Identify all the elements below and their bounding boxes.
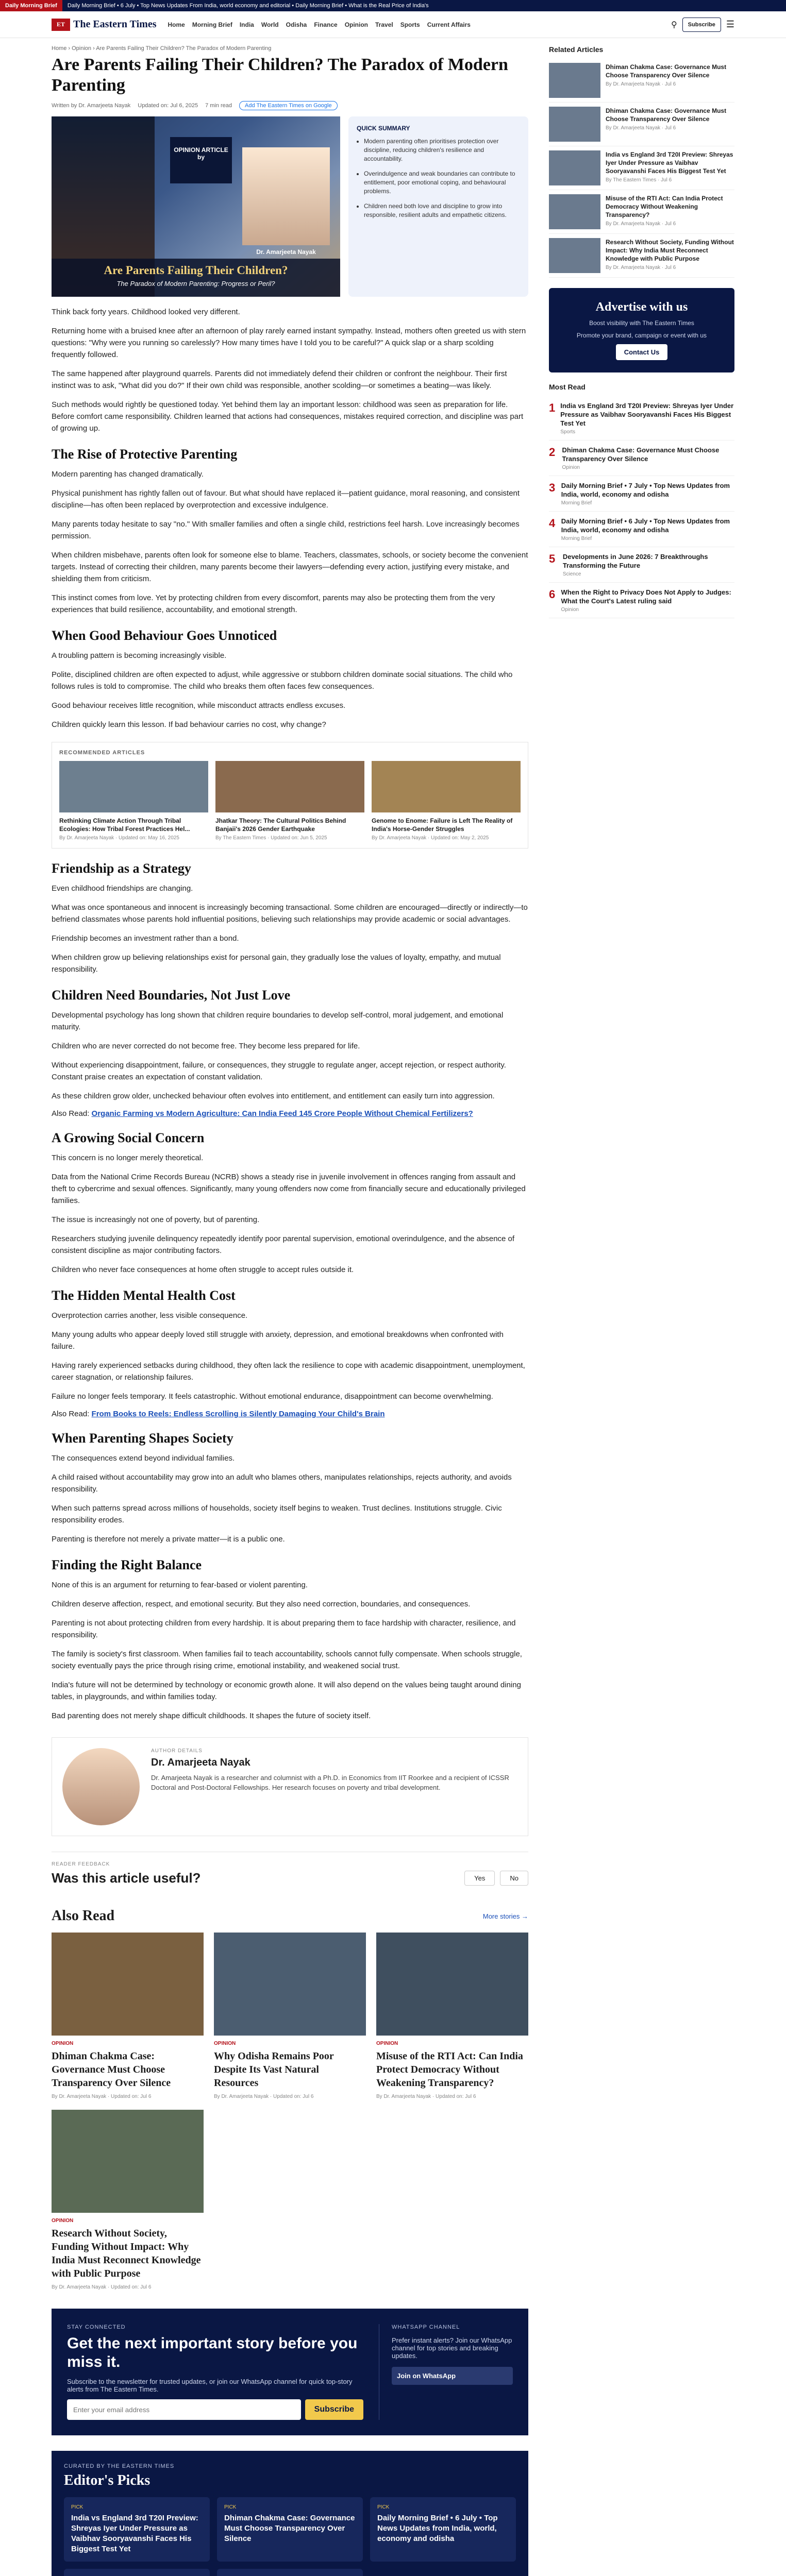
- section-heading: Children Need Boundaries, Not Just Love: [52, 988, 291, 1003]
- hero-author-name: Dr. Amarjeeta Nayak: [256, 248, 316, 256]
- paragraph: Parenting is therefore not merely a private matter—it is a public one.: [52, 1535, 285, 1544]
- breadcrumb[interactable]: Home › Opinion › Are Parents Failing Their Children? The Paradox of Modern Parenting: [52, 45, 272, 52]
- hero-author-photo: [242, 147, 330, 245]
- paragraph: This concern is no longer merely theoretical.: [52, 1154, 204, 1162]
- recommended-title[interactable]: Jhatkar Theory: The Cultural Politics Behind Banjaii's 2026 Gender Earthquake: [215, 817, 346, 833]
- most-read-title[interactable]: Dhiman Chakma Case: Governance Must Choose Transparency Over Silence: [562, 446, 720, 463]
- most-read-meta: Opinion: [562, 465, 580, 470]
- paragraph: Bad parenting does not merely shape difficult childhoods. It shapes the future of society itself.: [52, 1711, 371, 1720]
- most-read-rank: 4: [549, 517, 556, 530]
- related-meta: By Dr. Amarjeeta Nayak · Jul 6: [606, 125, 676, 131]
- paragraph: Modern parenting has changed dramatically.: [52, 470, 204, 479]
- recommended-title[interactable]: Rethinking Climate Action Through Tribal Ecologies: How Tribal Forest Practices Hel...: [59, 817, 190, 833]
- most-read-rank: 3: [549, 481, 556, 494]
- recommended-title[interactable]: Genome to Enome: Failure is Left The Reality of India's Horse-Gender Struggles: [372, 817, 513, 833]
- editor-pick[interactable]: [217, 2569, 363, 2576]
- most-read-item[interactable]: [549, 476, 734, 512]
- recommended-grid: [59, 761, 521, 841]
- recommended-image: [372, 761, 521, 812]
- advertise-subtitle: Boost visibility with The Eastern Times: [589, 319, 694, 327]
- related-title[interactable]: Dhiman Chakma Case: Governance Must Choose Transparency Over Silence: [606, 107, 727, 123]
- related-title: Related Articles: [549, 45, 604, 54]
- card-meta: By Dr. Amarjeeta Nayak · Updated on: Jul 6: [214, 2094, 314, 2099]
- whatsapp-desc: Prefer instant alerts? Join our WhatsApp channel for top stories and breaking updates.: [392, 2336, 512, 2360]
- recommended-meta: By Dr. Amarjeeta Nayak · Updated on: May 16, 2025: [59, 835, 179, 841]
- section-heading: Friendship as a Strategy: [52, 861, 191, 876]
- byline: [52, 101, 528, 110]
- subscribe-button[interactable]: Subscribe: [682, 18, 721, 32]
- paragraph: India's future will not be determined by technology or economic growth alone. It will also depend on the values being taught around dining tables, in playgrounds, and within families today.: [52, 1681, 521, 1701]
- reader-feedback: [52, 1852, 528, 1895]
- nav-item[interactable]: Odisha: [286, 21, 307, 28]
- card-image: [52, 1933, 204, 2036]
- recommended-articles: [52, 742, 528, 849]
- author-box: [52, 1737, 528, 1836]
- paragraph: Parenting is not about protecting children from every hardship. It is about preparing them to face hardship with character, resilience, and responsibility.: [52, 1619, 516, 1639]
- quick-summary: [348, 116, 528, 297]
- paragraph: Children who are never corrected do not become free. They become less prepared for life.: [52, 1042, 360, 1050]
- card-image: [214, 1933, 366, 2036]
- section-heading: When Good Behaviour Goes Unnoticed: [52, 628, 277, 643]
- recommended-card[interactable]: [59, 761, 208, 841]
- sidebar: [549, 45, 734, 2576]
- editor-pick[interactable]: [64, 2497, 210, 2562]
- main-nav: [168, 21, 471, 28]
- author-box-desc: Dr. Amarjeeta Nayak is a researcher and columnist with a Ph.D. in Economics from IIT Roorkee and a recipient of ICSSR Doctoral and Post-Doctoral Fellowships. Her research focuses on poverty and tribal development.: [151, 1774, 509, 1791]
- paragraph: Such methods would rightly be questioned today. Yet behind them lay an important lesson: childhood was seen as preparation for life. Before comfort came responsibility. Children learned that actions had consequences, mistakes required correction, and discipline was part of growing up.: [52, 400, 524, 433]
- advertise-title: Advertise with us: [595, 300, 688, 314]
- stay-connected-box: [52, 2309, 528, 2435]
- most-read-meta: Morning Brief: [561, 500, 592, 506]
- card-title[interactable]: Dhiman Chakma Case: Governance Must Choose Transparency Over Silence: [52, 2050, 171, 2089]
- most-read-rank: 6: [549, 588, 556, 601]
- paragraph: Children deserve affection, respect, and emotional security. But they also need correction, boundaries, and consequences.: [52, 1600, 471, 1608]
- also-read-link[interactable]: From Books to Reels: Endless Scrolling is Silently Damaging Your Child's Brain: [91, 1410, 385, 1418]
- menu-icon[interactable]: ☰: [726, 19, 734, 29]
- quick-summary-item: • Modern parenting often prioritises protection over discipline, reducing children's resilience and accountability.: [364, 137, 520, 163]
- stay-label: STAY CONNECTED: [67, 2324, 126, 2330]
- hero-caption-subtitle: The Paradox of Modern Parenting: Progress or Peril?: [116, 280, 275, 287]
- card-title[interactable]: Research Without Society, Funding Without Impact: Why India Must Reconnect Knowledge with Public Purpose: [52, 2228, 201, 2279]
- also-read-card[interactable]: [52, 1933, 204, 2099]
- article-title: Are Parents Failing Their Children? The Paradox of Modern Parenting: [52, 55, 508, 95]
- most-read-item[interactable]: [549, 512, 734, 547]
- most-read-rank: 2: [549, 446, 556, 459]
- quick-summary-item: • Overindulgence and weak boundaries can contribute to entitlement, poor emotional coping, and behavioural problems.: [364, 170, 520, 196]
- search-icon[interactable]: ⚲: [671, 20, 677, 29]
- also-read-card[interactable]: [214, 1933, 366, 2099]
- card-title[interactable]: Why Odisha Remains Poor Despite Its Vast Natural Resources: [214, 2050, 334, 2089]
- card-label: OPINION: [214, 2041, 236, 2046]
- paragraph: A troubling pattern is becoming increasingly visible.: [52, 651, 227, 660]
- related-item[interactable]: [549, 146, 734, 190]
- updated-date: Updated on: Jul 6, 2025: [138, 103, 198, 109]
- most-read-title[interactable]: Developments in June 2026: 7 Breakthroughs Transforming the Future: [562, 553, 708, 569]
- paragraph: Data from the National Crime Records Bureau (NCRB) shows a steady rise in juvenile involvement in offences ranging from assault and theft to cybercrime and sexual offences. Significantly, many young offenders now come from financially secure and educationally privileged families.: [52, 1173, 526, 1205]
- most-read-title: Most Read: [549, 383, 586, 391]
- related-title[interactable]: Misuse of the RTI Act: Can India Protect Democracy Without Weakening Transparency?: [606, 195, 723, 218]
- logo-mark: ET: [52, 19, 70, 31]
- author-link[interactable]: Written by Dr. Amarjeeta Nayak: [52, 103, 131, 109]
- feedback-label: READER FEEDBACK: [52, 1861, 110, 1867]
- pick-title[interactable]: India vs England 3rd T20I Preview: Shreyas Iyer Under Pressure as Vaibhav Sooryavanshi Faces His Biggest Test Yet: [71, 2514, 198, 2553]
- section-heading: A Growing Social Concern: [52, 1130, 205, 1145]
- paragraph: When children misbehave, parents often look for someone else to blame. Teachers, classmates, schools, or society become the convenient targets. Instead of correcting their children, many parents become their lawyers—defending every action, justifying every mistake, and shielding them from criticism.: [52, 551, 528, 583]
- paragraph: What was once spontaneous and innocent is increasingly becoming transactional. Some children are encouraged—directly or indirectly—to befriend classmates whose parents hold influential positions, believing such relationships may provide academic or social advantages.: [52, 903, 528, 924]
- hero-image: [52, 116, 340, 297]
- card-label: OPINION: [52, 2218, 74, 2224]
- contact-us-button[interactable]: Contact Us: [616, 344, 668, 360]
- paragraph: Children quickly learn this lesson. If bad behaviour carries no cost, why change?: [52, 720, 326, 729]
- whatsapp-join-button[interactable]: Join on WhatsApp: [392, 2367, 513, 2385]
- related-meta: By The Eastern Times · Jul 6: [606, 177, 672, 183]
- card-image: [52, 2110, 204, 2213]
- hero-caption: [52, 259, 340, 297]
- paragraph: Polite, disciplined children are often expected to adjust, while aggressive or stubborn children dominate social situations. The child who follows rules is told to compromise. The child who breaks them often faces few consequences.: [52, 670, 513, 691]
- paragraph: Developmental psychology has long shown that children require boundaries to develop self-control, moral judgement, and emotional maturity.: [52, 1011, 504, 1031]
- card-label: OPINION: [376, 2041, 398, 2046]
- top-ticker: [0, 0, 786, 11]
- card-meta: By Dr. Amarjeeta Nayak · Updated on: Jul 6: [52, 2284, 152, 2290]
- paragraph: Having rarely experienced setbacks during childhood, they often lack the resilience to cope with academic disappointment, unemployment, career stagnation, or relationship failures.: [52, 1361, 525, 1382]
- most-read-meta: Morning Brief: [561, 536, 592, 541]
- stay-subscribe-button[interactable]: Subscribe: [305, 2399, 363, 2420]
- most-read-rank: 5: [549, 552, 556, 565]
- related-meta: By Dr. Amarjeeta Nayak · Jul 6: [606, 81, 676, 87]
- more-stories-link[interactable]: More stories →: [482, 1912, 528, 1920]
- nav-item[interactable]: World: [261, 21, 279, 28]
- also-read-label: Also Read:: [52, 1410, 90, 1418]
- ticker-tag: Daily Morning Brief: [0, 0, 62, 11]
- pick-label: PICK: [71, 2504, 83, 2510]
- paragraph: None of this is an argument for returning to fear-based or violent parenting.: [52, 1581, 308, 1589]
- paragraph: Researchers studying juvenile delinquency repeatedly identify poor parental supervision, emotional overindulgence, and the absence of consistent discipline as major contributing factors.: [52, 1234, 515, 1255]
- advertise-desc: Promote your brand, campaign or event with us: [576, 332, 707, 339]
- paragraph: The same happened after playground quarrels. Parents did not immediately defend their children or confront the neighbour. Their first instinct was to ask, "What did you do?" If their own child was responsible, another scolding—or sometimes a beating—was likely.: [52, 369, 507, 390]
- nav-item[interactable]: Morning Brief: [192, 21, 232, 28]
- related-title[interactable]: Dhiman Chakma Case: Governance Must Choose Transparency Over Silence: [606, 63, 727, 79]
- card-image: [376, 1933, 528, 2036]
- most-read-title[interactable]: Daily Morning Brief • 7 July • Top News Updates from India, world, economy and odisha: [561, 482, 730, 498]
- recommended-image: [215, 761, 364, 812]
- paragraph: Failure no longer feels temporary. It feels catastrophic. Without emotional endurance, disappointment can become overwhelming.: [52, 1392, 493, 1401]
- paragraph: Friendship becomes an investment rather than a bond.: [52, 934, 239, 943]
- most-read-item[interactable]: [549, 440, 734, 476]
- recommended-image: [59, 761, 208, 812]
- nav-item[interactable]: Current Affairs: [427, 21, 471, 28]
- card-title[interactable]: Misuse of the RTI Act: Can India Protect Democracy Without Weakening Transparency?: [376, 2050, 523, 2089]
- advertise-box: [549, 288, 734, 372]
- read-time: 7 min read: [205, 103, 232, 109]
- paragraph: When such patterns spread across millions of households, society itself begins to weaken. Trust declines. Institutions struggle. Civic responsibility erodes.: [52, 1504, 502, 1524]
- feedback-question: Was this article useful?: [52, 1870, 201, 1886]
- related-meta: By Dr. Amarjeeta Nayak · Jul 6: [606, 265, 676, 270]
- author-avatar: [62, 1748, 140, 1825]
- section-heading: The Rise of Protective Parenting: [52, 447, 238, 462]
- stay-title: Get the next important story before you miss it.: [67, 2335, 358, 2370]
- hero-caption-title: Are Parents Failing Their Children?: [104, 264, 288, 277]
- nav-item[interactable]: Home: [168, 21, 185, 28]
- paragraph: The issue is increasingly not one of poverty, but of parenting.: [52, 1215, 260, 1224]
- section-heading: When Parenting Shapes Society: [52, 1431, 233, 1446]
- related-image: [549, 194, 600, 229]
- nav-item[interactable]: India: [239, 21, 254, 28]
- paragraph: Many parents today hesitate to say "no." With smaller families and often a single child, restrictions feel harsh. Love increasingly becomes permission.: [52, 520, 520, 540]
- nav-item[interactable]: Finance: [314, 21, 338, 28]
- card-meta: By Dr. Amarjeeta Nayak · Updated on: Jul 6: [52, 2094, 152, 2099]
- paragraph: Good behaviour receives little recognition, while misconduct attracts endless excuses.: [52, 701, 346, 710]
- paragraph: The family is society's first classroom. When families fail to teach accountability, schools cannot fully compensate. When schools struggle, society eventually pays the price through rising crime, emotional instability, and weakened social trust.: [52, 1650, 522, 1670]
- also-read-link[interactable]: Organic Farming vs Modern Agriculture: Can India Feed 145 Crore People Without Chemical Fertilizers?: [91, 1109, 473, 1118]
- pick-label: PICK: [224, 2504, 237, 2510]
- pick-label: PICK: [377, 2504, 390, 2510]
- stay-email-input[interactable]: [67, 2399, 301, 2420]
- also-read-card[interactable]: [376, 1933, 528, 2099]
- most-read-item[interactable]: [549, 583, 734, 618]
- site-logo[interactable]: [52, 19, 157, 31]
- editors-picks: [52, 2451, 528, 2576]
- card-label: OPINION: [52, 2041, 74, 2046]
- most-read-item[interactable]: [549, 396, 734, 440]
- pick-title[interactable]: Daily Morning Brief • 6 July • Top News Updates from India, world, economy and odisha: [377, 2514, 498, 2543]
- editors-title: Editor's Picks: [64, 2472, 150, 2488]
- quick-summary-title: QUICK SUMMARY: [357, 125, 410, 132]
- editors-label: CURATED BY THE EASTERN TIMES: [64, 2463, 175, 2469]
- card-meta: By Dr. Amarjeeta Nayak · Updated on: Jul 6: [376, 2094, 476, 2099]
- most-read-meta: Sports: [560, 429, 576, 435]
- paragraph: Overprotection carries another, less visible consequence.: [52, 1311, 248, 1320]
- related-item[interactable]: [549, 103, 734, 146]
- also-read-inline: [52, 1109, 528, 1118]
- article-body: [52, 306, 528, 1722]
- paragraph: Physical punishment has rightly fallen out of favour. But what should have replaced it—patient guidance, moral reasoning, and consistent discipline—has often been replaced by overprotection and excessive indulgence.: [52, 489, 520, 510]
- related-item[interactable]: [549, 59, 734, 103]
- recommended-label: RECOMMENDED ARTICLES: [59, 750, 145, 756]
- feedback-yes-button[interactable]: Yes: [464, 1871, 495, 1886]
- related-title[interactable]: India vs England 3rd T20I Preview: Shreyas Iyer Under Pressure as Vaibhav Sooryavanshi Faces His Biggest Test Yet: [606, 151, 733, 175]
- related-item[interactable]: [549, 234, 734, 278]
- recommended-meta: By The Eastern Times · Updated on: Jun 5, 2025: [215, 835, 327, 841]
- related-image: [549, 150, 600, 185]
- author-box-label: AUTHOR DETAILS: [151, 1748, 203, 1754]
- most-read-meta: Science: [562, 571, 581, 577]
- pick-title[interactable]: Dhiman Chakma Case: Governance Must Choose Transparency Over Silence: [224, 2514, 355, 2543]
- most-read-title[interactable]: India vs England 3rd T20I Preview: Shreyas Iyer Under Pressure as Vaibhav Sooryavanshi Faces His Biggest Test Yet: [560, 402, 734, 427]
- related-image: [549, 238, 600, 273]
- editor-pick[interactable]: [370, 2497, 516, 2562]
- most-read-title[interactable]: Daily Morning Brief • 6 July • Top News Updates from India, world, economy and odisha: [561, 517, 730, 534]
- most-read-meta: Opinion: [561, 607, 579, 613]
- most-read-rank: 1: [549, 401, 556, 414]
- whatsapp-label: WHATSAPP CHANNEL: [392, 2324, 460, 2330]
- nav-item[interactable]: Travel: [375, 21, 393, 28]
- stay-desc: Subscribe to the newsletter for trusted updates, or join our WhatsApp channel for quick top-story alerts from The Eastern Times.: [67, 2378, 353, 2393]
- also-read-cards: [52, 1933, 528, 2290]
- author-box-name[interactable]: Dr. Amarjeeta Nayak: [151, 1757, 250, 1768]
- quick-summary-item: • Children need both love and discipline to grow into responsible, resilient adults and empathetic citizens.: [364, 202, 520, 219]
- paragraph: The consequences extend beyond individual families.: [52, 1454, 235, 1463]
- article-main: [52, 45, 528, 2576]
- nav-item[interactable]: Sports: [400, 21, 420, 28]
- section-heading: Finding the Right Balance: [52, 1557, 202, 1572]
- most-read-title[interactable]: When the Right to Privacy Does Not Apply to Judges: What the Court's Latest ruling said: [561, 588, 731, 605]
- also-read-label: Also Read:: [52, 1109, 90, 1118]
- paragraph: Even childhood friendships are changing.: [52, 884, 193, 893]
- site-header: [0, 11, 786, 38]
- also-read-inline: [52, 1410, 528, 1418]
- editor-pick[interactable]: [217, 2497, 363, 2562]
- paragraph: Children who never face consequences at home often struggle to accept rules outside it.: [52, 1265, 354, 1274]
- google-follow-button[interactable]: Add The Eastern Times on Google: [239, 101, 338, 110]
- related-meta: By Dr. Amarjeeta Nayak · Jul 6: [606, 221, 676, 227]
- most-read-item[interactable]: [549, 547, 734, 583]
- paragraph: Think back forty years. Childhood looked very different.: [52, 308, 240, 316]
- paragraph: As these children grow older, unchecked behaviour often evolves into entitlement, and entitlement can easily turn into aggression.: [52, 1092, 495, 1100]
- related-image: [549, 107, 600, 142]
- also-read-title: Also Read: [52, 1908, 115, 1924]
- paragraph: When children grow up believing relationships exist for personal gain, they gradually lose the values of loyalty, empathy, and mutual responsibility.: [52, 953, 501, 974]
- paragraph: Without experiencing disappointment, failure, or consequences, they struggle to regulate anger, accept rejection, or respect authority. Constant praise creates an expectation of constant validation.: [52, 1061, 506, 1081]
- recommended-card[interactable]: [372, 761, 521, 841]
- related-title[interactable]: Research Without Society, Funding Without Impact: Why India Must Reconnect Knowledge with Public Purpose: [606, 239, 734, 262]
- feedback-no-button[interactable]: No: [500, 1871, 528, 1886]
- paragraph: A child raised without accountability may grow into an adult who blames others, manipulates relationships, rejects authority, and avoids responsibility.: [52, 1473, 512, 1494]
- nav-item[interactable]: Opinion: [344, 21, 369, 28]
- ticker-text[interactable]: Daily Morning Brief • 6 July • Top News Updates From India, world economy and editorial • Daily Morning Brief • What is the Real Price of India's: [67, 3, 429, 9]
- section-heading: The Hidden Mental Health Cost: [52, 1288, 236, 1303]
- paragraph: Returning home with a bruised knee after an afternoon of play rarely earned instant sympathy. Instead, mothers often greeted us with stern questions: "Why were you running so carelessly? How many times have I told you to be careful?" A quick slap or a sharp scolding frequently followed.: [52, 327, 526, 359]
- paragraph: Many young adults who appear deeply loved still struggle with anxiety, depression, and emotional breakdowns when confronted with failure.: [52, 1330, 504, 1351]
- brand-name: The Eastern Times: [73, 19, 157, 30]
- hero-opinion-badge: OPINION ARTICLE by: [170, 137, 232, 183]
- editor-pick[interactable]: [64, 2569, 210, 2576]
- recommended-meta: By Dr. Amarjeeta Nayak · Updated on: May 2, 2025: [372, 835, 489, 841]
- paragraph: This instinct comes from love. Yet by protecting children from every discomfort, parents may also be protecting them from the very experiences that build resilience, accountability, and emotional strength.: [52, 594, 495, 614]
- related-image: [549, 63, 600, 98]
- related-item[interactable]: [549, 190, 734, 234]
- also-read-card[interactable]: [52, 2110, 204, 2290]
- recommended-card[interactable]: [215, 761, 364, 841]
